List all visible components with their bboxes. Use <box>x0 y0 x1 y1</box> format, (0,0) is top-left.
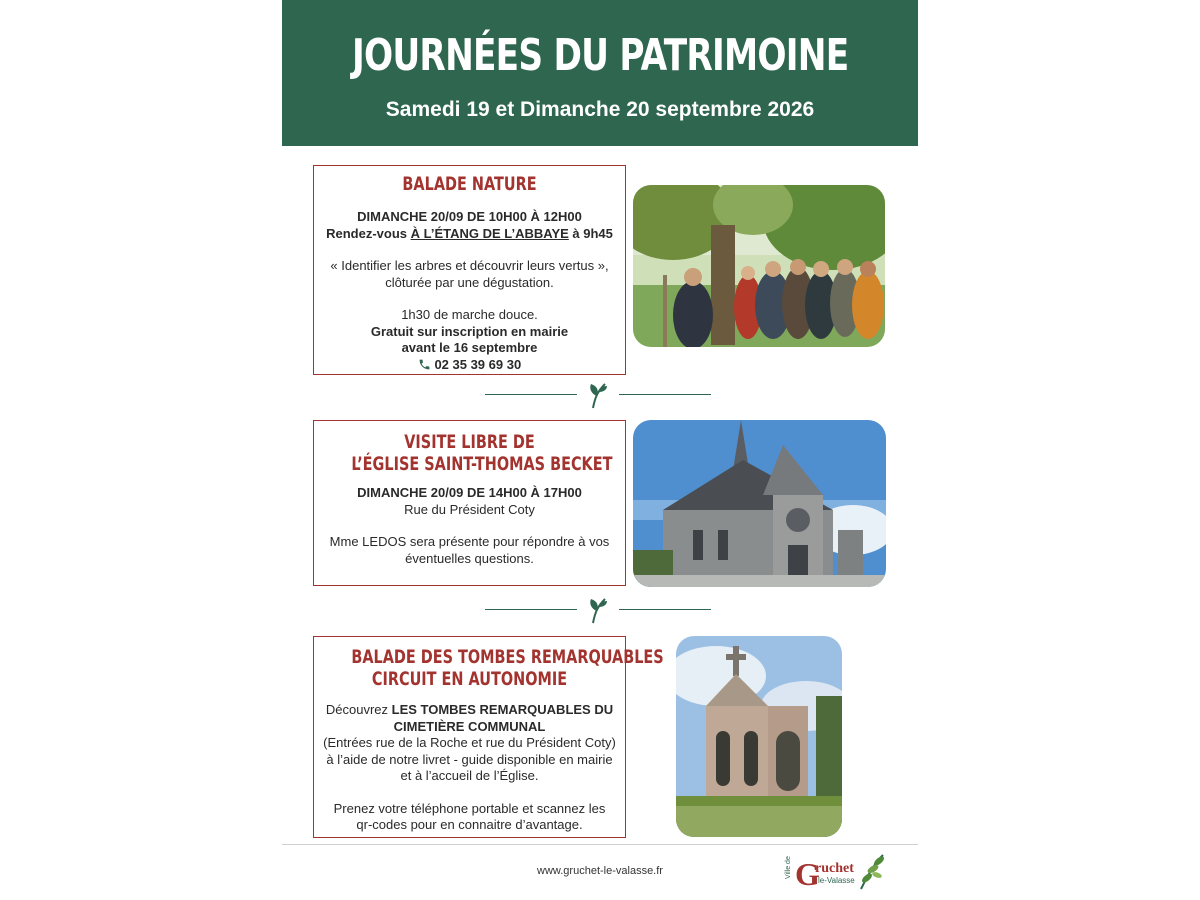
event-date: DIMANCHE 20/09 DE 14H00 À 17H00 <box>357 485 582 500</box>
event-card-tombes <box>313 636 664 838</box>
photo-nature-walk <box>633 185 885 347</box>
footer-divider <box>282 844 918 845</box>
leaf-icon <box>587 595 609 625</box>
event-card-visite-eglise <box>313 420 626 586</box>
header-banner <box>282 0 918 146</box>
leaf-logo-icon <box>857 851 887 891</box>
event-description: « Identifier les arbres et découvrir leurs vertus », <box>330 258 609 273</box>
event-entrances: (Entrées rue de la Roche et rue du Président Coty) <box>323 735 616 750</box>
event-description: Découvrez LES TOMBES REMARQUABLES DU <box>325 702 614 717</box>
logo-ruchet: ruchet <box>815 861 854 876</box>
photo-tomb <box>676 636 842 837</box>
page-title: JOURNÉES DU PATRIMOINE <box>351 30 849 81</box>
event-description-2: éventuelles questions. <box>405 550 534 566</box>
phone-number: 02 35 39 69 30 <box>314 357 625 374</box>
event-guide: à l’aide de notre livret - guide disponible en mairie <box>326 751 613 767</box>
event-date: DIMANCHE 20/09 DE 10H00 À 12H00 <box>357 209 582 224</box>
event-title-2: CIRCUIT EN AUTONOMIE <box>371 668 568 690</box>
photo-church <box>633 420 886 587</box>
logo-g: G <box>795 856 820 892</box>
meeting-place-link: À L’ÉTANG DE L’ABBAYE <box>410 225 569 241</box>
qr-info: Prenez votre téléphone portable et scannez les <box>333 800 606 816</box>
section-divider-2 <box>485 595 711 625</box>
leaf-icon <box>587 380 609 410</box>
logo-valasse: le-Valasse <box>818 876 855 885</box>
qr-info-2: qr-codes pour en connaitre d’avantage. <box>356 817 583 832</box>
event-address: Rue du Président Coty <box>404 501 535 517</box>
registration-info: Gratuit sur inscription en mairie <box>370 323 569 339</box>
event-meeting: Rendez-vous À L’ÉTANG DE L’ABBAYE à 9h45 <box>326 225 613 241</box>
event-title: BALADE NATURE <box>402 173 537 195</box>
event-card-balade-nature <box>313 165 626 375</box>
phone-icon <box>418 358 431 371</box>
website-url[interactable]: www.gruchet-le-valasse.fr <box>537 865 663 877</box>
logo-ville-de: Ville de <box>785 856 792 879</box>
walk-duration: 1h30 de marche douce. <box>401 307 538 322</box>
poster <box>282 0 918 900</box>
event-title-2: L’ÉGLISE SAINT-THOMAS BECKET <box>351 453 613 475</box>
event-description-2: clôturée par une dégustation. <box>385 274 554 290</box>
section-divider <box>485 380 711 410</box>
event-title: VISITE LIBRE DE <box>404 431 535 453</box>
town-logo <box>785 849 885 893</box>
event-title: BALADE DES TOMBES REMARQUABLES <box>351 646 664 668</box>
event-description: Mme LEDOS sera présente pour répondre à vos <box>329 534 610 549</box>
event-description-2: CIMETIÈRE COMMUNAL <box>393 718 546 734</box>
event-guide-2: et à l’accueil de l’Église. <box>400 768 539 783</box>
registration-deadline: avant le 16 septembre <box>401 340 538 355</box>
event-dates: Samedi 19 et Dimanche 20 septembre 2026 <box>385 98 815 121</box>
